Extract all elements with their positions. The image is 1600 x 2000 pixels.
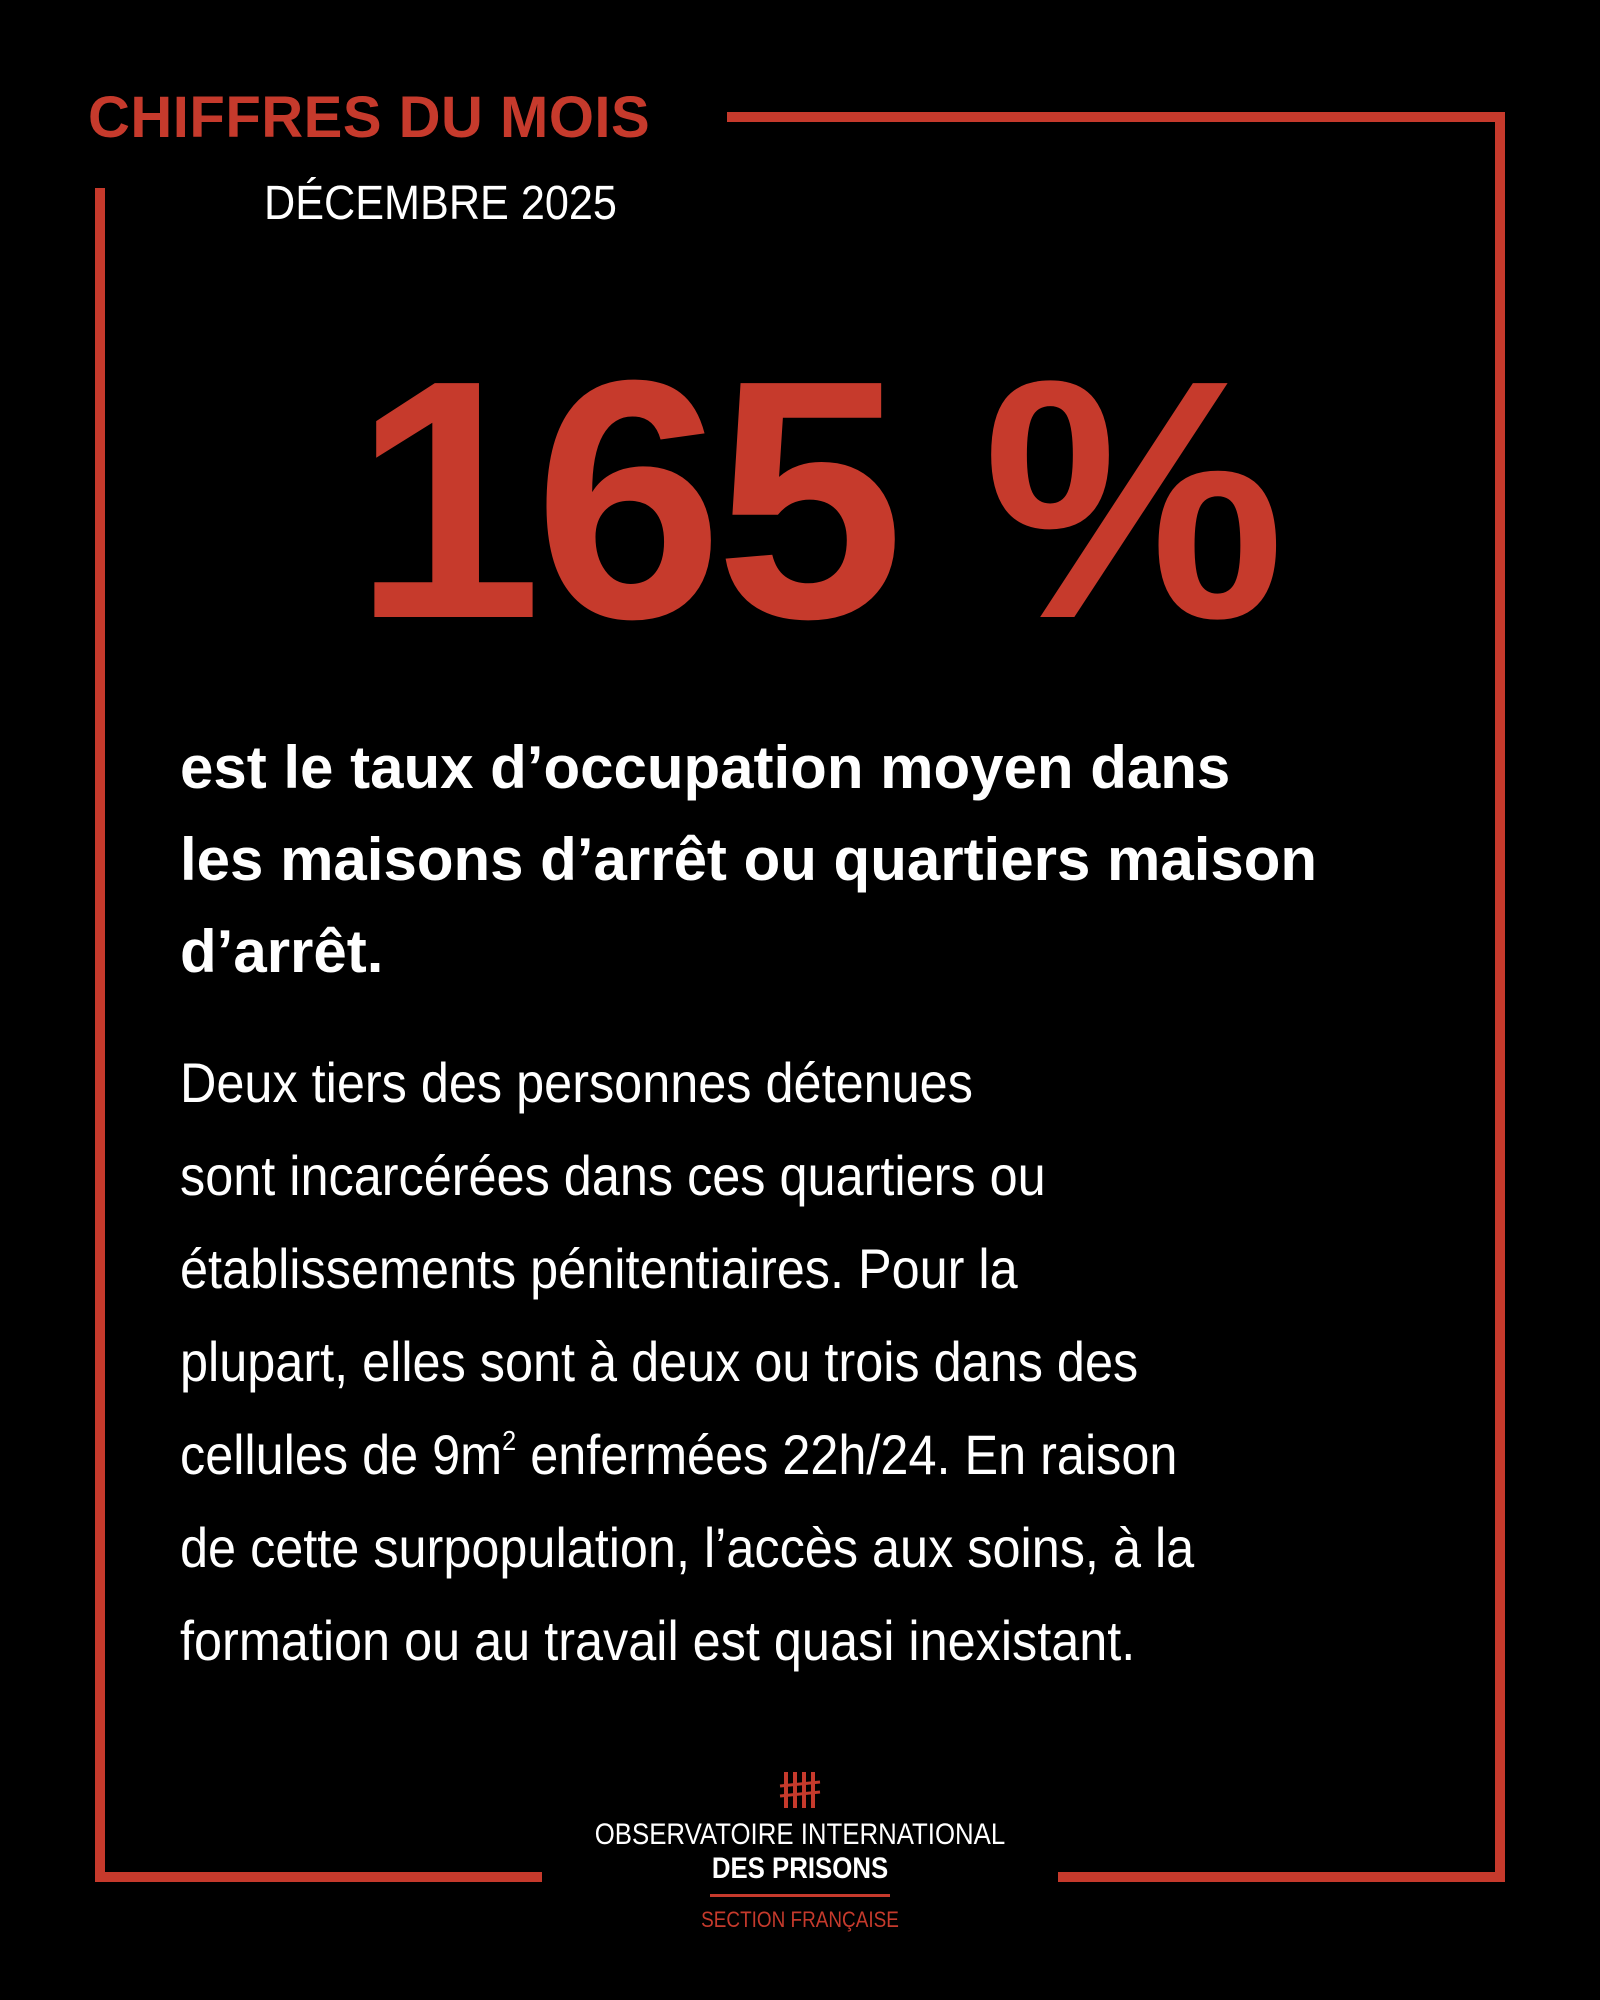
- body-paragraph: [180, 1036, 1440, 1687]
- lead-line: les maisons d’arrêt ou quartiers maison: [180, 826, 1318, 893]
- oip-logo: [560, 1768, 1040, 1933]
- body-line: établissements pénitentiaires. Pour la: [180, 1237, 1018, 1300]
- frame-right-border: [1495, 112, 1505, 1882]
- logo-organization-name-bold: DES PRISONS: [711, 1852, 889, 1885]
- body-line: plupart, elles sont à deux ou trois dans des: [180, 1330, 1139, 1393]
- frame-bottom-left-border: [95, 1872, 542, 1882]
- body-line: de cette surpopulation, l’accès aux soins, à la: [180, 1516, 1195, 1579]
- lead-statement: [180, 722, 1420, 998]
- frame-top-border: [727, 112, 1505, 122]
- body-line: formation ou au travail est quasi inexistant.: [180, 1609, 1136, 1672]
- logo-organization-name: OBSERVATOIRE INTERNATIONAL: [594, 1818, 1006, 1851]
- superscript: 2: [502, 1425, 517, 1456]
- page-title: CHIFFRES DU MOIS: [88, 86, 662, 150]
- logo-divider: [710, 1894, 890, 1897]
- logo-section-label: SECTION FRANÇAISE: [701, 1907, 899, 1932]
- tally-marks-icon: [778, 1768, 822, 1812]
- month-label: DÉCEMBRE 2025: [264, 177, 617, 230]
- body-line: Deux tiers des personnes détenues: [180, 1051, 973, 1114]
- frame-left-border: [95, 188, 105, 1882]
- lead-line: est le taux d’occupation moyen dans: [180, 734, 1231, 801]
- occupancy-rate-figure: 165 %: [352, 310, 1278, 690]
- body-line: sont incarcérées dans ces quartiers ou: [180, 1144, 1046, 1207]
- frame-bottom-right-border: [1058, 1872, 1505, 1882]
- body-line-part: enfermées 22h/24. En raison: [516, 1423, 1178, 1486]
- lead-line: d’arrêt.: [180, 918, 384, 985]
- body-line-part: cellules de 9m: [180, 1423, 503, 1486]
- body-line-with-superscript: [180, 1408, 1314, 1501]
